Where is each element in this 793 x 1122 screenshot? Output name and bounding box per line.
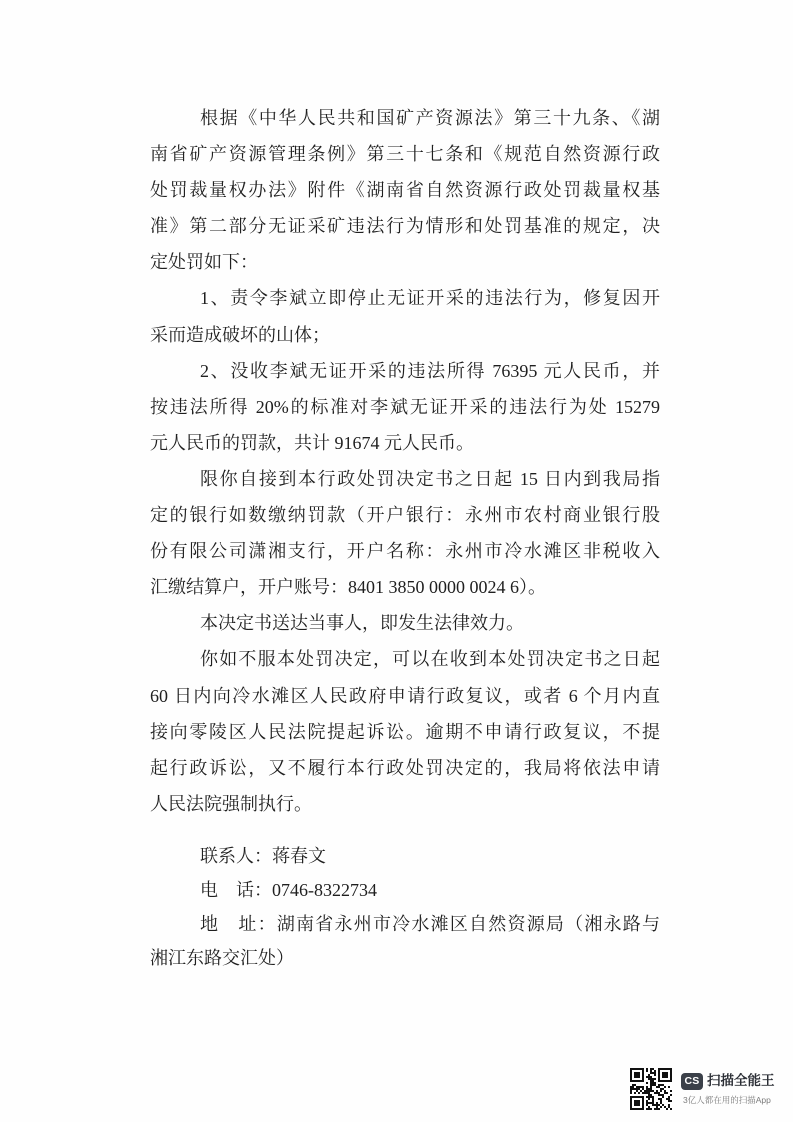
qr-code-icon (630, 1068, 672, 1110)
camscanner-logo-icon: CS (681, 1073, 703, 1090)
body-line: 定的银行如数缴纳罚款（开户银行：永州市农村商业银行股 (150, 505, 660, 526)
body-line: 根据《中华人民共和国矿产资源法》第三十九条、《湖 (200, 108, 660, 128)
body-line: 定处罚如下： (150, 252, 258, 273)
contact-phone-line (150, 873, 660, 907)
contact-address-text: 湘江东路交汇处） (150, 948, 294, 968)
contact-address-label: 地 址： (200, 914, 277, 934)
body-line: 2、没收李斌无证开采的违法所得 76395 元人民币，并 (200, 360, 660, 381)
contact-phone-number: 0746-8322734 (272, 880, 377, 900)
decision-body (150, 100, 660, 822)
watermark-app-name: 扫描全能王 (707, 1073, 775, 1088)
body-line: 汇缴结算户，开户账号：8401 3850 0000 0024 6）。 (150, 577, 546, 598)
contact-phone-label: 电 话： (200, 880, 272, 900)
body-line: 南省矿产资源管理条例》第三十七条和《规范自然资源行政 (150, 144, 660, 165)
body-line: 元人民币的罚款，共计 91674 元人民币。 (150, 432, 474, 453)
penalty-item-1 (150, 280, 660, 352)
contact-person-line (150, 839, 660, 873)
penalty-item-2 (150, 353, 660, 461)
effect-paragraph (150, 605, 660, 641)
body-line: 限你自接到本行政处罚决定书之日起 15 日内到我局指 (200, 468, 660, 489)
contact-address-text: 湖南省永州市冷水滩区自然资源局（湘永路与 (276, 914, 661, 934)
body-line: 你如不服本处罚决定，可以在收到本处罚决定书之日起 (200, 649, 660, 670)
contact-person-label: 联系人： (200, 846, 272, 866)
payment-paragraph (150, 461, 660, 605)
body-line: 60 日内向冷水滩区人民政府申请行政复议，或者 6 个月内直 (150, 685, 660, 706)
appeal-paragraph (150, 641, 660, 821)
body-line: 处罚裁量权办法》附件《湖南省自然资源行政处罚裁量权基 (150, 180, 660, 201)
watermark-tagline: 3亿人都在用的扫描App (683, 1095, 771, 1105)
body-line: 采而造成破坏的山体； (150, 324, 330, 345)
contact-address-line-continued (150, 941, 660, 975)
body-line: 1、责令李斌立即停止无证开采的违法行为，修复因开 (200, 288, 660, 309)
contact-address-line (150, 907, 660, 941)
body-line: 按违法所得 20%的标准对李斌无证开采的违法行为处 15279 (150, 396, 660, 417)
body-line: 份有限公司潇湘支行，开户名称：永州市冷水滩区非税收入 (150, 541, 660, 562)
legal-basis-paragraph (150, 100, 660, 280)
body-line: 人民法院强制执行。 (150, 793, 312, 814)
contact-block (150, 839, 660, 975)
body-line: 本决定书送达当事人，即发生法律效力。 (200, 613, 524, 634)
body-line: 准》第二部分无证采矿违法行为情形和处罚基准的规定，决 (150, 216, 660, 237)
contact-person-name: 蒋春文 (272, 846, 326, 866)
body-line: 接向零陵区人民法院提起诉讼。逾期不申请行政复议，不提 (150, 721, 660, 742)
body-line: 起行政诉讼，又不履行本行政处罚决定的，我局将依法申请 (150, 757, 660, 778)
